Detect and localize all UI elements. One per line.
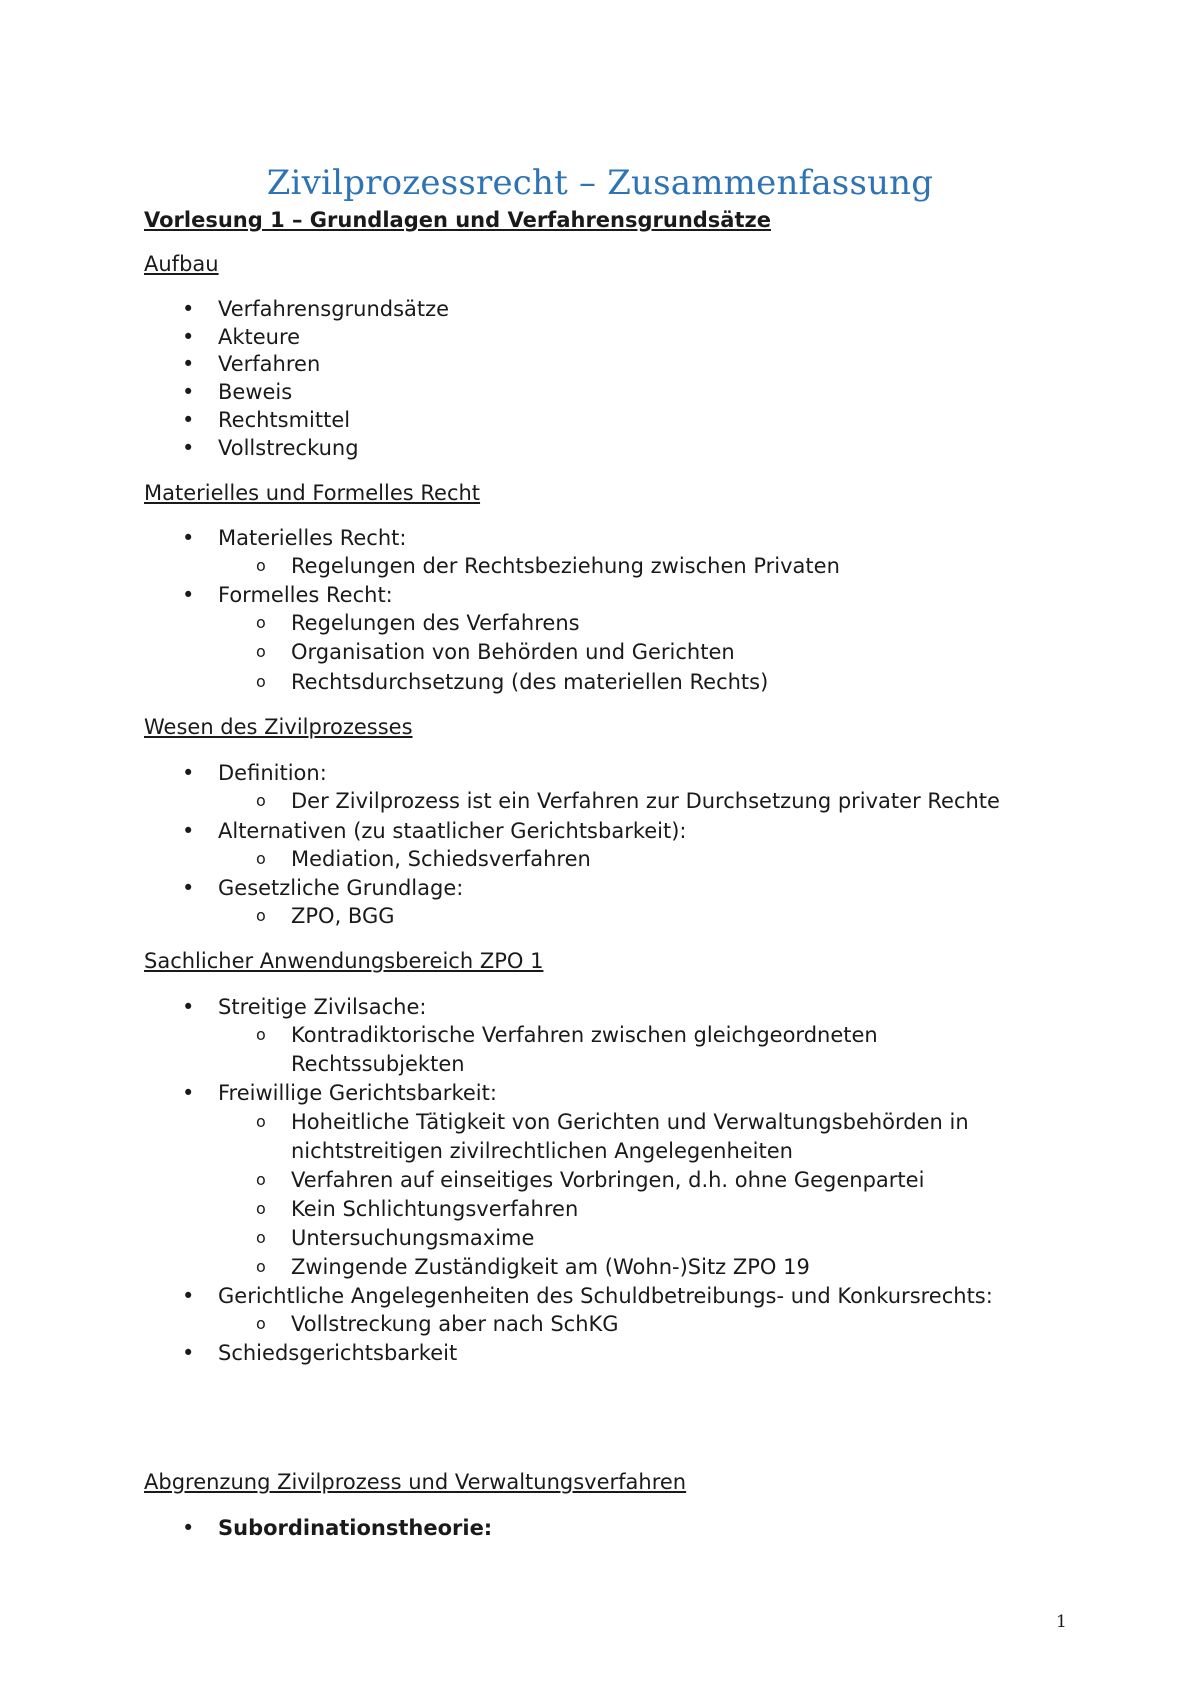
sub-bullet-icon: o	[256, 1025, 266, 1044]
sub-bullet-icon: o	[256, 613, 266, 632]
sub-bullet-icon: o	[256, 1170, 266, 1189]
bullet-icon: •	[182, 408, 195, 432]
list-item: Vollstreckung	[218, 436, 359, 460]
section-heading-aufbau: Aufbau	[144, 252, 219, 276]
sub-list-item: Zwingende Zuständigkeit am (Wohn-)Sitz ZPO 19	[291, 1255, 810, 1279]
bullet-icon: •	[182, 876, 195, 900]
sub-list-item: Kein Schlichtungsverfahren	[291, 1197, 579, 1221]
sub-list-item: Mediation, Schiedsverfahren	[291, 847, 591, 871]
bullet-icon: •	[182, 761, 195, 785]
list-item: Gerichtliche Angelegenheiten des Schuldbetreibungs- und Konkursrechts:	[218, 1284, 993, 1308]
section-heading-abgrenzung: Abgrenzung Zivilprozess und Verwaltungsverfahren	[144, 1470, 687, 1494]
list-item: Subordinationstheorie:	[218, 1516, 493, 1540]
sub-list-item-continuation: nichtstreitigen zivilrechtlichen Angelegenheiten	[291, 1139, 793, 1163]
sub-bullet-icon: o	[256, 556, 266, 575]
sub-list-item: Vollstreckung aber nach SchKG	[291, 1312, 619, 1336]
list-item: Akteure	[218, 325, 301, 349]
bullet-icon: •	[182, 1341, 195, 1365]
sub-list-item: Rechtsdurchsetzung (des materiellen Rechts)	[291, 670, 769, 694]
bullet-icon: •	[182, 995, 195, 1019]
bullet-icon: •	[182, 436, 195, 460]
list-item: Streitige Zivilsache:	[218, 995, 427, 1019]
list-item: Materielles Recht:	[218, 526, 407, 550]
sub-bullet-icon: o	[256, 672, 266, 691]
list-item: Rechtsmittel	[218, 408, 351, 432]
sub-list-item: Der Zivilprozess ist ein Verfahren zur Durchsetzung privater Rechte	[291, 789, 1000, 813]
sub-bullet-icon: o	[256, 642, 266, 661]
bullet-icon: •	[182, 297, 195, 321]
list-item: Formelles Recht:	[218, 583, 393, 607]
sub-bullet-icon: o	[256, 1314, 266, 1333]
sub-bullet-icon: o	[256, 791, 266, 810]
sub-bullet-icon: o	[256, 1112, 266, 1131]
bullet-icon: •	[182, 819, 195, 843]
list-item: Beweis	[218, 380, 293, 404]
sub-bullet-icon: o	[256, 1199, 266, 1218]
bullet-icon: •	[182, 352, 195, 376]
list-item: Verfahrensgrundsätze	[218, 297, 450, 321]
bullet-icon: •	[182, 380, 195, 404]
bullet-icon: •	[182, 1284, 195, 1308]
sub-list-item: Regelungen der Rechtsbeziehung zwischen Privaten	[291, 554, 840, 578]
page-title: Zivilprozessrecht – Zusammenfassung	[266, 163, 934, 203]
bullet-icon: •	[182, 1516, 195, 1540]
page-number: 1	[1056, 1612, 1067, 1632]
list-item: Alternativen (zu staatlicher Gerichtsbarkeit):	[218, 819, 687, 843]
sub-bullet-icon: o	[256, 1228, 266, 1247]
bullet-icon: •	[182, 325, 195, 349]
sub-list-item: Untersuchungsmaxime	[291, 1226, 535, 1250]
sub-bullet-icon: o	[256, 906, 266, 925]
bullet-icon: •	[182, 583, 195, 607]
section-heading-materielles: Materielles und Formelles Recht	[144, 481, 481, 505]
list-item: Definition:	[218, 761, 327, 785]
section-heading-sachlich: Sachlicher Anwendungsbereich ZPO 1	[144, 949, 544, 973]
list-item: Verfahren	[218, 352, 321, 376]
sub-bullet-icon: o	[256, 849, 266, 868]
section-heading-wesen: Wesen des Zivilprozesses	[144, 715, 413, 739]
sub-list-item: Regelungen des Verfahrens	[291, 611, 580, 635]
sub-list-item: Verfahren auf einseitiges Vorbringen, d.h. ohne Gegenpartei	[291, 1168, 925, 1192]
list-item: Schiedsgerichtsbarkeit	[218, 1341, 458, 1365]
list-item: Gesetzliche Grundlage:	[218, 876, 464, 900]
bullet-icon: •	[182, 526, 195, 550]
sub-list-item: Kontradiktorische Verfahren zwischen gleichgeordneten	[291, 1023, 878, 1047]
sub-list-item-continuation: Rechtssubjekten	[291, 1052, 465, 1076]
list-item: Freiwillige Gerichtsbarkeit:	[218, 1081, 497, 1105]
sub-bullet-icon: o	[256, 1257, 266, 1276]
bullet-icon: •	[182, 1081, 195, 1105]
sub-list-item: ZPO, BGG	[291, 904, 395, 928]
sub-list-item: Hoheitliche Tätigkeit von Gerichten und Verwaltungsbehörden in	[291, 1110, 969, 1134]
lecture-heading: Vorlesung 1 – Grundlagen und Verfahrensgrundsätze	[144, 208, 771, 232]
sub-list-item: Organisation von Behörden und Gerichten	[291, 640, 735, 664]
